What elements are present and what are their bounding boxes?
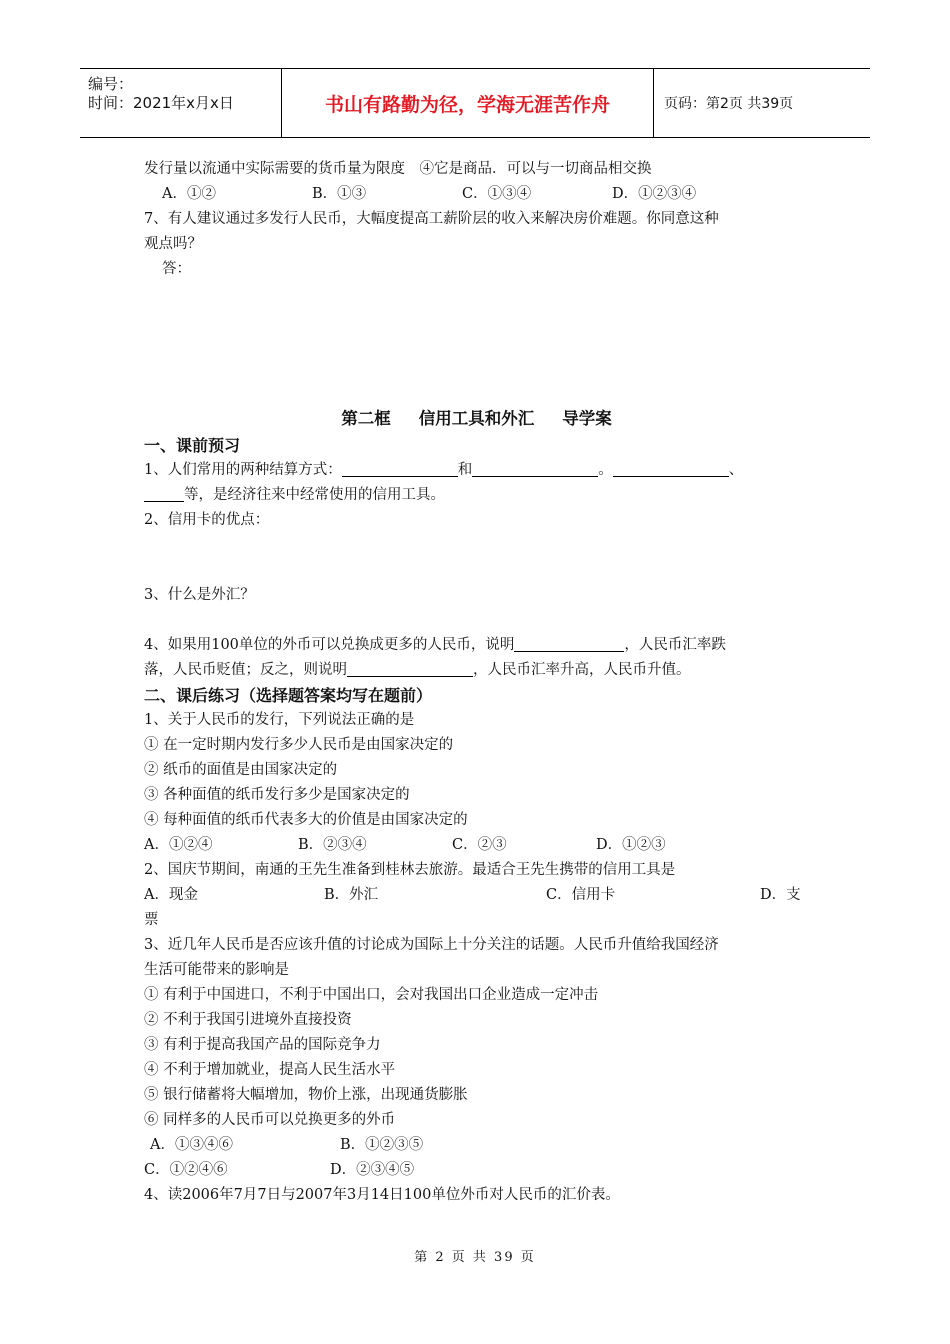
question-text: 和 (457, 462, 473, 478)
statement-item: ⑥ 同样多的人民币可以兑换更多的外币 (144, 1112, 396, 1128)
statement-item: ⑤ 银行储蓄将大幅增加，物价上涨，出现通货膨胀 (144, 1087, 468, 1103)
option: C．信用卡 (546, 887, 616, 903)
document-body (144, 157, 809, 1208)
question-text: 。 (598, 462, 613, 478)
question-text: ，人民币汇率升高，人民币升值。 (473, 662, 691, 678)
text-line: 发行量以流通中实际需要的货币量为限度 ④它是商品．可以与一切商品相交换 (144, 161, 652, 177)
statement-item: ② 纸币的面值是由国家决定的 (144, 762, 338, 778)
question-text: ，人民币汇率跌 (624, 637, 726, 653)
header-page-label: 页码：第2页 共39页 (664, 96, 794, 112)
option: D．①②③④ (612, 186, 697, 202)
option: C．①③④ (462, 186, 532, 202)
time-label: 时间：2021年x月x日 (88, 94, 234, 112)
option: B．外汇 (324, 887, 379, 903)
page-header (80, 68, 870, 138)
question-text: 、 (728, 462, 744, 478)
question-line: 3、近几年人民币是否应该升值的讨论成为国际上十分关注的话题。人民币升值给我国经济 (144, 937, 719, 953)
header-meta (80, 69, 282, 137)
question-line: 2、国庆节期间，南通的王先生准备到桂林去旅游。最适合王先生携带的信用工具是 (144, 862, 676, 878)
option: A．①③④⑥ (150, 1137, 233, 1153)
lesson-title (144, 405, 809, 433)
fill-blank (347, 661, 473, 677)
question-line (144, 658, 809, 683)
fill-blank (514, 636, 624, 652)
option: D．②③④⑤ (330, 1162, 415, 1178)
options-row (144, 1133, 809, 1158)
question-7-cont: 观点吗？ (144, 236, 202, 252)
title-part: 导学案 (562, 409, 612, 428)
question-line (144, 483, 809, 508)
options-row (144, 1158, 809, 1183)
option: B．①②③⑤ (340, 1137, 424, 1153)
option: A．①② (162, 186, 216, 202)
option: D．①②③ (596, 837, 666, 853)
question-text: 1、人们常用的两种结算方式： (144, 462, 342, 478)
fill-blank (613, 461, 729, 477)
options-row (144, 883, 809, 908)
question-line (144, 633, 809, 658)
statement-item: ④ 不利于增加就业，提高人民生活水平 (144, 1062, 396, 1078)
options-row (144, 182, 809, 207)
option: A．①②④ (144, 837, 213, 853)
option: B．①③ (312, 186, 367, 202)
header-motto: 书山有路勤为径，学海无涯苦作舟 (282, 69, 654, 137)
option: D．支 (760, 887, 801, 903)
question-line: 1、关于人民币的发行，下列说法正确的是 (144, 712, 415, 728)
question-text: 等，是经济往来中经常使用的信用工具。 (184, 487, 445, 503)
fill-blank (472, 461, 598, 477)
question-text: 4、如果用100单位的外币可以兑换成更多的人民币，说明 (144, 637, 515, 653)
statement-item: ① 在一定时期内发行多少人民币是由国家决定的 (144, 737, 454, 753)
question-line: 生活可能带来的影响是 (144, 962, 289, 978)
section-heading: 二、课后练习（选择题答案均写在题前） (144, 686, 433, 705)
option: A．现金 (144, 887, 198, 903)
option-wrap: 票 (144, 912, 159, 928)
question-text: 落，人民币贬值；反之，则说明 (144, 662, 347, 678)
number-label: 编号： (88, 75, 134, 93)
answer-label: 答： (162, 261, 191, 277)
options-row (144, 833, 809, 858)
option: B．②③④ (298, 837, 367, 853)
question-line: 4、读2006年7月7日与2007年3月14日100单位外币对人民币的汇价表。 (144, 1187, 620, 1203)
question-7: 7、有人建议通过多发行人民币，大幅度提高工薪阶层的收入来解决房价难题。你同意这种 (144, 211, 719, 227)
fill-blank (144, 486, 184, 502)
statement-item: ① 有利于中国进口，不利于中国出口，会对我国出口企业造成一定冲击 (144, 987, 599, 1003)
option: C．①②④⑥ (144, 1162, 228, 1178)
fill-blank (342, 461, 458, 477)
question-line (144, 458, 809, 483)
option: C．②③ (452, 837, 507, 853)
page-footer: 第 2 页 共 39 页 (414, 1250, 536, 1265)
statement-item: ④ 每种面值的纸币代表多大的价值是由国家决定的 (144, 812, 468, 828)
statement-item: ③ 有利于提高我国产品的国际竞争力 (144, 1037, 381, 1053)
title-part: 第二框 (341, 409, 391, 428)
statement-item: ② 不利于我国引进境外直接投资 (144, 1012, 352, 1028)
title-part: 信用工具和外汇 (418, 409, 535, 428)
statement-item: ③ 各种面值的纸币发行多少是国家决定的 (144, 787, 410, 803)
question-line: 3、什么是外汇？ (144, 587, 255, 603)
question-line: 2、信用卡的优点： (144, 512, 270, 528)
section-heading: 一、课前预习 (144, 436, 241, 455)
